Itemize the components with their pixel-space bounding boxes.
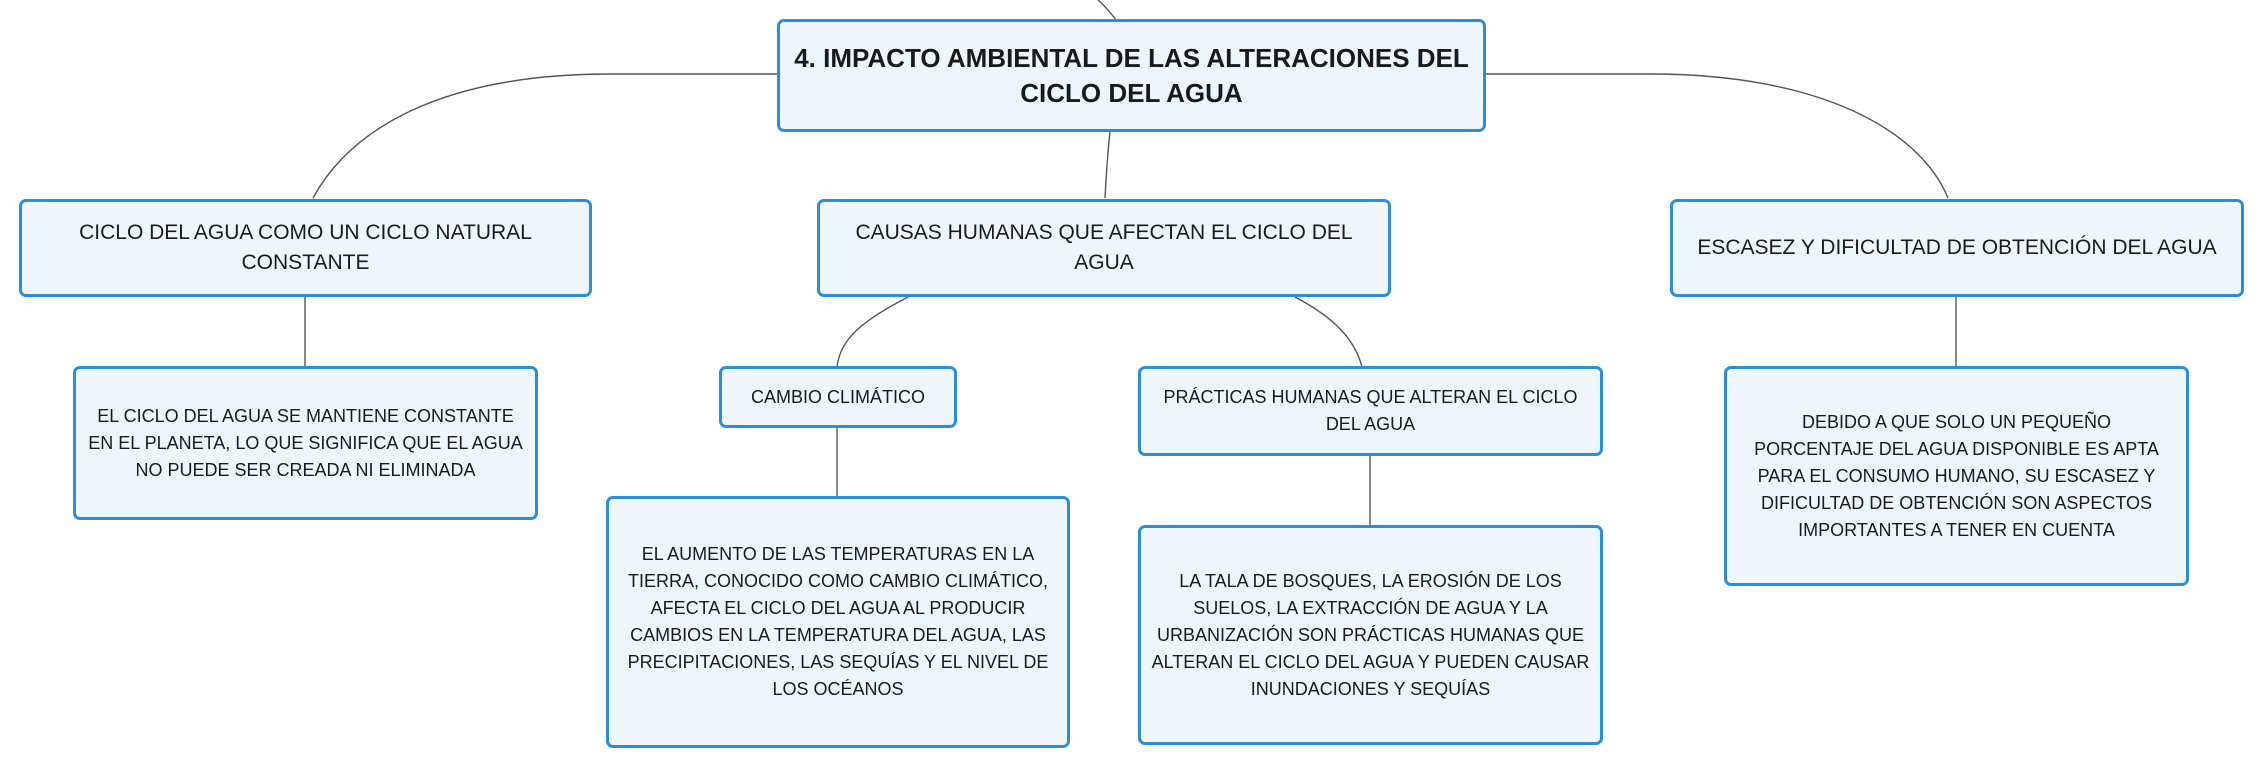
branch-causas-node[interactable] bbox=[817, 199, 1391, 297]
branch-ciclo-label: CICLO DEL AGUA COMO UN CICLO NATURAL CONSTANTE bbox=[79, 221, 532, 274]
connector-causas-to-practicas bbox=[1295, 297, 1362, 367]
cambio-climatico-label: CAMBIO CLIMÁTICO bbox=[750, 386, 925, 407]
connector-root-to-escasez bbox=[1485, 74, 1948, 198]
ciclo-detail-text: EL CICLO DEL AGUA SE MANTIENE CONSTANTE EN EL PLANETA, LO QUE SIGNIFICA QUE EL AGUA NO PUEDE SER CREADA NI ELIMINADA bbox=[88, 405, 523, 480]
escasez-detail-node[interactable] bbox=[1724, 366, 2189, 586]
branch-causas-label: CAUSAS HUMANAS QUE AFECTAN EL CICLO DEL AGUA bbox=[855, 221, 1353, 274]
practicas-humanas-label: PRÁCTICAS HUMANAS QUE ALTERAN EL CICLO DEL AGUA bbox=[1163, 387, 1578, 434]
connector-causas-to-cambio bbox=[837, 297, 908, 367]
branch-escasez-label: ESCASEZ Y DIFICULTAD DE OBTENCIÓN DEL AGUA bbox=[1697, 236, 2217, 259]
root-topic-title: 4. IMPACTO AMBIENTAL DE LAS ALTERACIONES DEL CICLO DEL AGUA bbox=[794, 42, 1469, 108]
practicas-humanas-detail-text: LA TALA DE BOSQUES, LA EROSIÓN DE LOS SUELOS, LA EXTRACCIÓN DE AGUA Y LA URBANIZACIÓN SON PRÁCTICAS HUMANAS QUE ALTERAN EL CICLO DEL AGUA Y PUEDEN CAUSAR INUNDACIONES Y SEQUÍAS bbox=[1151, 570, 1590, 699]
connector-root-to-ciclo bbox=[313, 74, 778, 198]
practicas-humanas-node[interactable] bbox=[1138, 366, 1603, 456]
branch-escasez-node[interactable] bbox=[1670, 199, 2244, 297]
root-topic-node[interactable] bbox=[777, 19, 1486, 132]
branch-ciclo-node[interactable] bbox=[19, 199, 592, 297]
practicas-humanas-detail-node[interactable] bbox=[1138, 525, 1603, 745]
ciclo-detail-node[interactable] bbox=[73, 366, 538, 520]
cambio-climatico-node[interactable] bbox=[719, 366, 957, 428]
cambio-climatico-detail-node[interactable] bbox=[606, 496, 1070, 748]
connector-root-to-causas bbox=[1105, 131, 1110, 198]
connector-parent-to-root bbox=[1098, 0, 1116, 20]
escasez-detail-text: DEBIDO A QUE SOLO UN PEQUEÑO PORCENTAJE DEL AGUA DISPONIBLE ES APTA PARA EL CONSUMO HUMANO, SU ESCASEZ Y DIFICULTAD DE OBTENCIÓN SON ASPECTOS IMPORTANTES A TENER EN CUENTA bbox=[1754, 411, 2159, 540]
cambio-climatico-detail-text: EL AUMENTO DE LAS TEMPERATURAS EN LA TIERRA, CONOCIDO COMO CAMBIO CLIMÁTICO, AFECTA EL CICLO DEL AGUA AL PRODUCIR CAMBIOS EN LA TEMPERATURA DEL AGUA, LAS PRECIPITACIONES, LAS SEQUÍAS Y EL NIVEL DE LOS OCÉANOS bbox=[627, 544, 1049, 699]
